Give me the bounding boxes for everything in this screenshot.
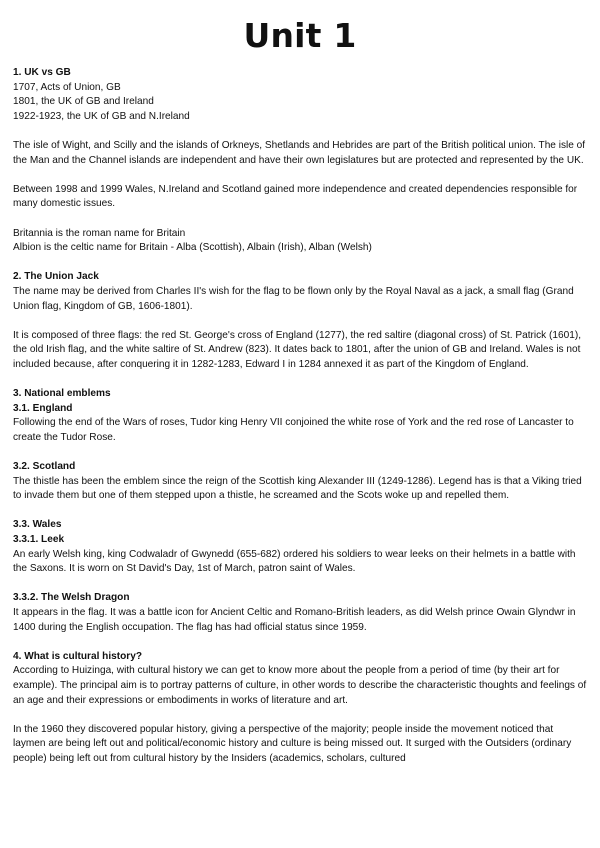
paragraph: Albion is the celtic name for Britain - Alba (Scottish), Albain (Irish), Alban (Welsh) (13, 242, 372, 254)
section-heading: 1. UK vs GB (13, 67, 71, 78)
paragraph: 1707, Acts of Union, GB (13, 81, 121, 93)
page-title: Unit 1 (243, 16, 357, 55)
section-heading: 3.3.2. The Welsh Dragon (13, 592, 130, 604)
paragraph-spacer (13, 168, 587, 183)
paragraph: 1922-1923, the UK of GB and N.Ireland (13, 110, 190, 122)
paragraph-spacer (13, 635, 587, 650)
paragraph: Following the end of the Wars of roses, Tudor king Henry VII conjoined the white rose of York and the red rose of Lancaster to create the Tudor Rose. (13, 417, 574, 443)
paragraph-spacer (13, 124, 587, 139)
document-body (13, 66, 587, 767)
paragraph: It appears in the flag. It was a battle icon for Ancient Celtic and Romano-British leaders, as did Welsh prince Owain Glyndwr in 1400 during the English occupation. The flag has had official status since 1959. (13, 606, 576, 633)
paragraph-spacer (13, 314, 587, 329)
paragraph-spacer (13, 256, 587, 271)
section-heading: 3.3.1. Leek (13, 534, 65, 545)
paragraph-spacer (13, 504, 587, 519)
paragraph: Between 1998 and 1999 Wales, N.Ireland and Scotland gained more independence and created dependencies responsible for many domestic issues. (13, 183, 578, 210)
paragraph: It is composed of three flags: the red St. George's cross of England (1277), the red saltire (diagonal cross) of St. Patrick (1601), the old Irish flag, and the white saltire of St. Andrew (823). It dates back to 1801, after the union of GB and Ireland. Wales is not included because, after conquering it in 1282-1283, Edward I in 1284 annexed it as part of the Kingdom of England. (13, 329, 582, 370)
paragraph-spacer (13, 577, 587, 592)
section-heading: 4. What is cultural history? (13, 650, 142, 662)
paragraph: The name may be derived from Charles II's wish for the flag to be flown only by the Royal Naval as a jack, a small flag (Grand Union flag, Kingdom of GB, 1606-1801). (13, 285, 574, 312)
paragraph-spacer (13, 212, 587, 227)
paragraph-spacer (13, 708, 587, 723)
paragraph: An early Welsh king, king Codwaladr of Gwynedd (655-682) ordered his soldiers to wear leeks on their helmets in a battle with the Saxons. It is worn on St David's Day, 1st of March, patron saint of Wales. (13, 548, 576, 575)
paragraph: The isle of Wight, and Scilly and the islands of Orkneys, Shetlands and Hebrides are part of the British political union. The isle of the Man and the Channel islands are independent and have their own legislatures but are protected and represented by the UK. (13, 139, 586, 166)
section-heading: 3. National emblems (13, 388, 111, 400)
paragraph-spacer (13, 372, 587, 387)
section-heading: 3.3. Wales (13, 519, 62, 531)
paragraph: Britannia is the roman name for Britain (13, 227, 186, 239)
paragraph: In the 1960 they discovered popular history, giving a perspective of the majority; people inside the movement noticed that laymen are being left out and political/economic history and culture is being missed out. It surged with the Outsiders (ordinary people) being left out from cultural history by the Insiders (academics, scholars, cultured (13, 723, 572, 764)
paragraph: 1801, the UK of GB and Ireland (13, 96, 154, 108)
paragraph-spacer (13, 445, 587, 460)
section-heading: 3.2. Scotland (13, 461, 76, 473)
paragraph: The thistle has been the emblem since the reign of the Scottish king Alexander III (1249-1286). Legend has is that a Viking tried to invade them but one of them stepped upon a thistle, he screamed and the Scots woke up and repelled them. (13, 475, 582, 502)
section-heading: 2. The Union Jack (13, 271, 99, 283)
paragraph: According to Huizinga, with cultural history we can get to know more about the people from a period of time (by their art for example). The principal aim is to portray patterns of culture, in other words to describe the characteristic thoughts and feelings of an age and their expressions or embodiments in works of literature and art. (13, 665, 587, 706)
section-heading: 3.1. England (13, 402, 73, 414)
